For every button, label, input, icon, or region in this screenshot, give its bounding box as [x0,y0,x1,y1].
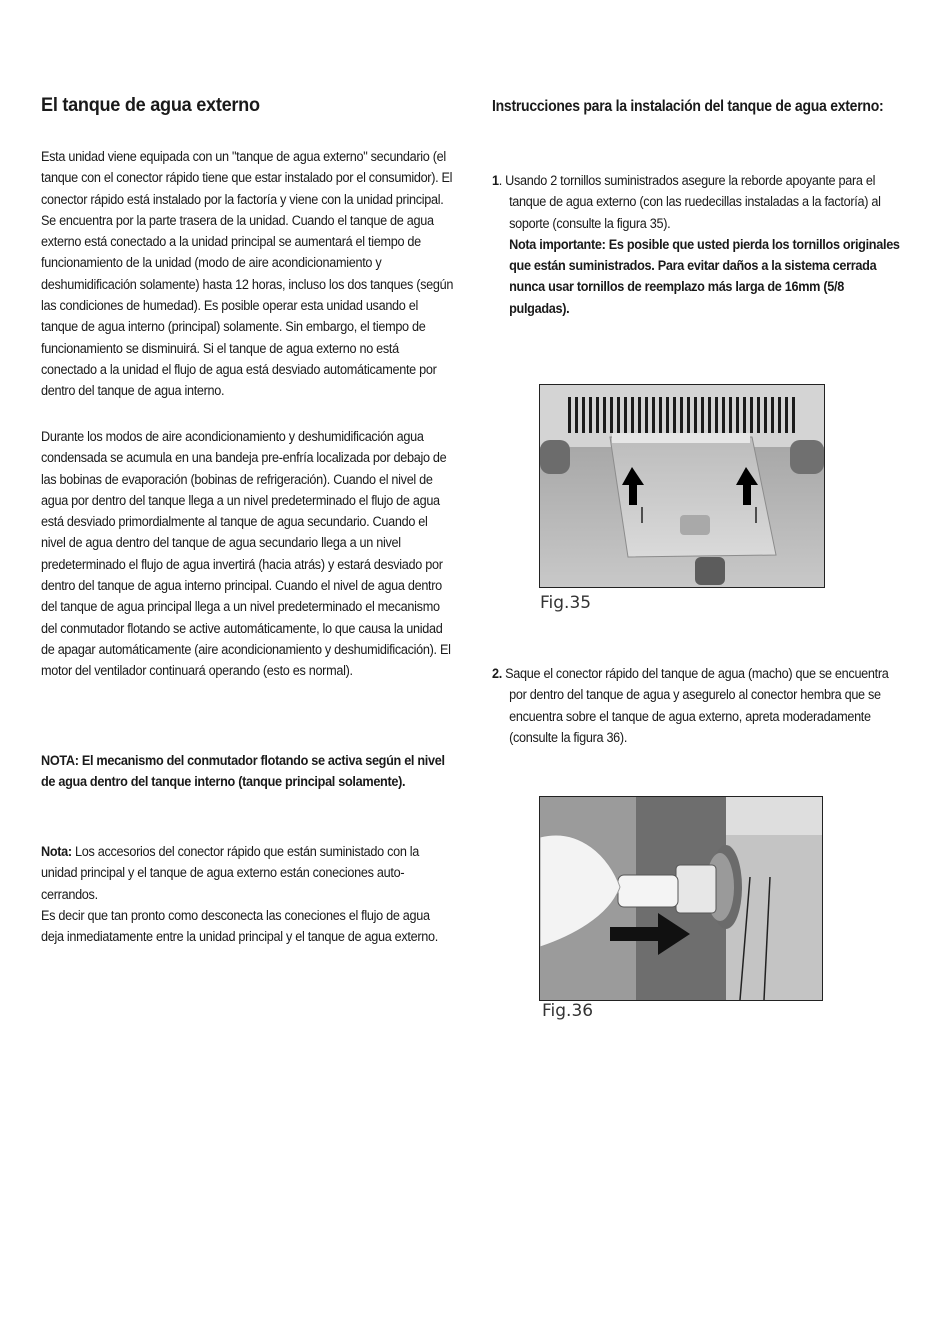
step-1 [492,170,906,319]
step-1-text: . Usando 2 tornillos suministrados asegure la reborde apoyante para el tanque de agua externo (con las ruedecillas instaladas a la factoría) al soporte (consulte la figura 35). [498,172,881,231]
connector-note-text: Los accesorios del conector rápido que están suministado con la unidad principal y el tanque de agua externo están coneciones auto-cerrandos. [41,843,420,902]
instructions-title: Instrucciones para la instalación del tanque de agua externo: [492,98,884,115]
connector-note-continued: Es decir que tan pronto como desconecta las coneciones el flujo de agua deja inmediatamente entre la unidad principal y el tanque de agua externo. [41,907,438,945]
step-2 [492,663,906,748]
step-2-text: Saque el conector rápido del tanque de agua (macho) que se encuentra por dentro del tanque de agua y asegurelo al conector hembra que se encuentra sobre el tanque de agua externo, apreta moderadamente (consulte la figura 36). [501,665,889,745]
intro-paragraph: Esta unidad viene equipada con un "tanque de agua externo" secundario (el tanque con el conector rápido tiene que estar instalado por el consumidor). El conector rápido está instalado por la factoría y viene con la unidad principal. Se encuentra por la parte trasera de la unidad. Cuando el tanque de agua externo está conectado a la unidad principal se aumentará el tiempo de funcionamiento de la unidad (modo de aire acondicionamiento y deshumidificación solamente) hasta 12 horas, incluso los dos tanques (según las condiciones de humedad). Es posible operar esta unidad usando el tanque de agua interno (principal) solamente. Sin embargo, el tiempo de funcionamiento se disminuirá. Si el tanque de agua externo no está conectado a la unidad el flujo de agua está desviado automáticamente por dentro del tanque de agua interno. [41,148,454,399]
figure-36-caption: Fig.36 [542,1001,594,1021]
float-switch-note: NOTA: El mecanismo del conmutador flotando se activa según el nivel de agua dentro del tanque interno (tanque principal solamente). [41,752,445,790]
section-title: El tanque de agua externo [41,94,260,116]
step-2-number: 2. [492,665,502,681]
figure-35-photo [539,384,825,588]
connector-note [41,841,455,905]
step-1-important-note: Nota importante: Es posible que usted pierda los tornillos originales que están suministrados. Para evitar daños a la sistema cerrada nunca usar tornillos de reemplazo más larga de 16mm (5/8 pulgadas). [509,235,900,316]
connector-note-label: Nota: [41,843,72,859]
figure-35-caption: Fig.35 [540,593,592,613]
operation-paragraph: Durante los modos de aire acondicionamiento y deshumidificación agua condensada se acumula en una bandeja pre-enfría localizada por debajo de las bobinas de evaporación (bobinas de refrigeración). Cuando el nivel de agua por dentro del tanque llega a un nivel predeterminado el flujo de agua está desviado primordialmente al tanque de agua secundario. Cuando el nivel de agua dentro del tanque de agua secundario llega a un nivel predeterminado el flujo de agua invertirá (hacia atrás) y estará desviado por dentro del tanque de agua interno principal. Cuando el nivel de agua dentro del tanque de agua principal llega a un nivel predeterminado el mecanismo del conmutador flotando se active automáticamente, lo que causa la unidad de apagar automáticamente (aire acondicionamiento y deshumidificación). El motor del ventilador continuará operando (esto es normal). [41,428,451,679]
step-1-number: 1 [492,172,499,188]
figure-36-photo [539,796,823,1001]
